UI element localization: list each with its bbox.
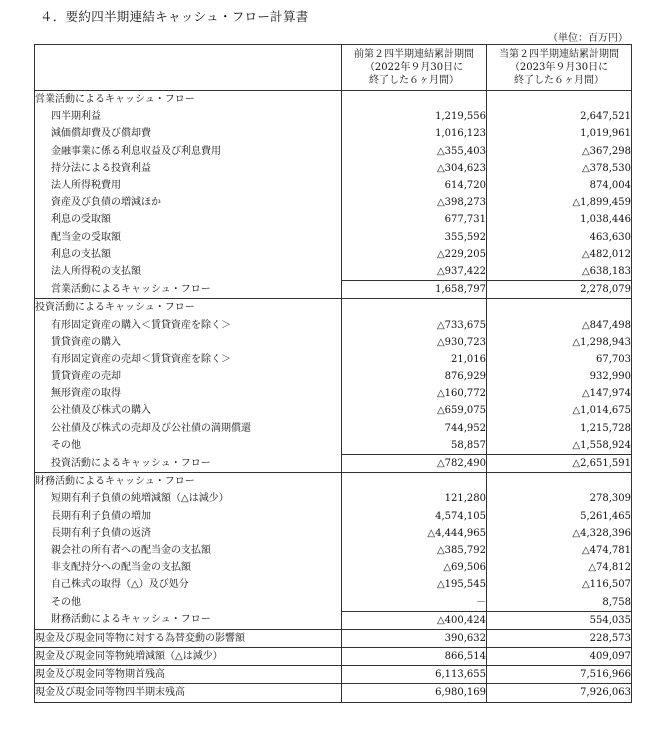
statement-title: ４．要約四半期連結キャッシュ・フロー計算書 [40,9,309,24]
row-curr-value: 2,278,079 [487,281,632,299]
table-row [35,246,632,263]
row-label: 利息の支払額 [35,246,342,263]
row-curr-value: 409,097 [487,648,632,666]
row-label: 公社債及び株式の売却及び公社債の満期償還 [35,420,342,437]
row-curr-value: 67,703 [487,351,632,368]
table-row [35,194,632,211]
row-label: 利息の受取額 [35,211,342,228]
opening-balance-row [35,666,632,684]
table-row [35,490,632,507]
row-label: 有形固定資産の売却＜賃貸資産を除く＞ [35,351,342,368]
row-curr-value: 874,004 [487,177,632,194]
header-curr-line1: 当第２四半期連結累計期間 [499,49,619,60]
row-curr-value: 463,630 [487,229,632,246]
row-curr-value: △1,014,675 [487,402,632,419]
table-row [35,420,632,437]
row-curr-value: 2,647,521 [487,108,632,125]
row-label: 長期有利子負債の増加 [35,508,342,525]
fx-effect-row [35,629,632,647]
row-label: 賃貸資産の購入 [35,334,342,351]
row-label: 投資活動によるキャッシュ・フロー [35,454,342,472]
row-prev-value: 355,592 [342,229,487,246]
row-prev-value: 58,857 [342,437,487,455]
table-row [35,593,632,611]
row-prev-value: 21,016 [342,351,487,368]
row-curr-value: △378,530 [487,160,632,177]
row-label: 財務活動によるキャッシュ・フロー [35,611,342,629]
row-prev-value: △400,424 [342,611,487,629]
row-prev-value: △930,723 [342,334,487,351]
row-prev-value: 6,113,655 [342,666,487,684]
table-row [35,351,632,368]
row-prev-value: △355,403 [342,143,487,160]
header-curr-line3: 終了した６ヶ月間） [514,75,604,86]
table-row [35,508,632,525]
row-label: 短期有利子負債の純増減額（△は減少） [35,490,342,507]
row-prev-value: 4,574,105 [342,508,487,525]
header-curr-line2: （2023年９月30日に [509,62,609,73]
row-curr-value: △474,781 [487,542,632,559]
row-curr-value [487,91,632,109]
row-curr-value: 228,573 [487,629,632,647]
table-row [35,316,632,333]
row-curr-value: △1,899,459 [487,194,632,211]
row-prev-value: － [342,593,487,611]
row-label: 資産及び負債の増減ほか [35,194,342,211]
header-prev-line3: 終了した６ヶ月間） [369,75,459,86]
row-label: 法人所得税費用 [35,177,342,194]
section-row-financing [35,473,632,491]
row-curr-value: 7,926,063 [487,684,632,702]
row-curr-value: 278,309 [487,490,632,507]
table-row [35,177,632,194]
row-prev-value: 121,280 [342,490,487,507]
row-prev-value: △304,623 [342,160,487,177]
row-prev-value: △659,075 [342,402,487,419]
row-label: 営業活動によるキャッシュ・フロー [35,91,342,109]
section-row-operating [35,91,632,109]
row-label: 現金及び現金同等物四半期末残高 [35,684,342,702]
row-curr-value: △1,298,943 [487,334,632,351]
table-row [35,368,632,385]
net-change-row [35,648,632,666]
row-label: 営業活動によるキャッシュ・フロー [35,281,342,299]
header-blank-cell [35,45,342,91]
row-label: 金融事業に係る利息収益及び利息費用 [35,143,342,160]
table-row [35,263,632,281]
table-row [35,211,632,228]
table-row [35,385,632,402]
table-row [35,437,632,455]
row-curr-value: △482,012 [487,246,632,263]
row-curr-value: △1,558,924 [487,437,632,455]
header-prev-period [342,45,487,91]
row-prev-value: △385,792 [342,542,487,559]
row-prev-value: 744,952 [342,420,487,437]
table-row [35,525,632,542]
row-label: その他 [35,437,342,455]
row-prev-value: △69,506 [342,559,487,576]
row-prev-value [342,473,487,491]
table-row [35,542,632,559]
row-prev-value: 876,929 [342,368,487,385]
table-row [35,334,632,351]
row-curr-value [487,299,632,317]
row-label: 四半期利益 [35,108,342,125]
table-row [35,402,632,419]
row-label: 現金及び現金同等物期首残高 [35,666,342,684]
row-prev-value: 866,514 [342,648,487,666]
row-curr-value: 1,038,446 [487,211,632,228]
header-curr-period [487,45,632,91]
table-row [35,108,632,125]
table-row [35,576,632,593]
row-curr-value: 932,990 [487,368,632,385]
row-label: 投資活動によるキャッシュ・フロー [35,299,342,317]
table-row [35,160,632,177]
table-row [35,125,632,142]
subtotal-row-operating [35,281,632,299]
row-curr-value: △116,507 [487,576,632,593]
table-row [35,229,632,246]
row-label: 持分法による投資利益 [35,160,342,177]
header-prev-line2: （2022年９月30日に [364,62,464,73]
row-curr-value: △4,328,396 [487,525,632,542]
row-curr-value: △638,183 [487,263,632,281]
row-curr-value: 554,035 [487,611,632,629]
row-label: 賃貸資産の売却 [35,368,342,385]
row-label: 自己株式の取得（△）及び処分 [35,576,342,593]
row-prev-value: 677,731 [342,211,487,228]
row-prev-value: 1,016,123 [342,125,487,142]
table-header-row [35,45,632,91]
row-prev-value: 390,632 [342,629,487,647]
row-prev-value: △195,545 [342,576,487,593]
row-curr-value: △147,974 [487,385,632,402]
row-prev-value: △160,772 [342,385,487,402]
row-curr-value: △2,651,591 [487,454,632,472]
row-label: 非支配持分への配当金の支払額 [35,559,342,576]
header-prev-line1: 前第２四半期連結累計期間 [354,49,474,60]
section-row-investing [35,299,632,317]
row-prev-value: △937,422 [342,263,487,281]
row-label: 現金及び現金同等物に対する為替変動の影響額 [35,629,342,647]
row-label: 有形固定資産の購入＜賃貸資産を除く＞ [35,316,342,333]
row-label: 法人所得税の支払額 [35,263,342,281]
row-curr-value: △847,498 [487,316,632,333]
row-prev-value: 6,980,169 [342,684,487,702]
row-label: 現金及び現金同等物純増減額（△は減少） [35,648,342,666]
row-label: 減価償却費及び償却費 [35,125,342,142]
cash-flow-table [34,44,632,703]
row-label: 長期有利子負債の返済 [35,525,342,542]
closing-balance-row [35,684,632,702]
row-curr-value: 8,758 [487,593,632,611]
subtotal-row-financing [35,611,632,629]
subtotal-row-investing [35,454,632,472]
row-prev-value: △229,205 [342,246,487,263]
row-label: 公社債及び株式の購入 [35,402,342,419]
row-curr-value: △367,298 [487,143,632,160]
table-row [35,143,632,160]
row-prev-value: 614,720 [342,177,487,194]
unit-label: （単位：百万円） [548,33,628,44]
row-curr-value [487,473,632,491]
row-label: 無形資産の取得 [35,385,342,402]
row-curr-value: 1,215,728 [487,420,632,437]
row-label: その他 [35,593,342,611]
row-prev-value: △733,675 [342,316,487,333]
row-curr-value: 7,516,966 [487,666,632,684]
row-prev-value: 1,658,797 [342,281,487,299]
row-label: 親会社の所有者への配当金の支払額 [35,542,342,559]
row-label: 財務活動によるキャッシュ・フロー [35,473,342,491]
row-prev-value [342,299,487,317]
row-curr-value: △74,812 [487,559,632,576]
row-prev-value: 1,219,556 [342,108,487,125]
row-label: 配当金の受取額 [35,229,342,246]
row-prev-value: △4,444,965 [342,525,487,542]
row-prev-value: △398,273 [342,194,487,211]
row-curr-value: 5,261,465 [487,508,632,525]
row-curr-value: 1,019,961 [487,125,632,142]
row-prev-value: △782,490 [342,454,487,472]
row-prev-value [342,91,487,109]
table-row [35,559,632,576]
